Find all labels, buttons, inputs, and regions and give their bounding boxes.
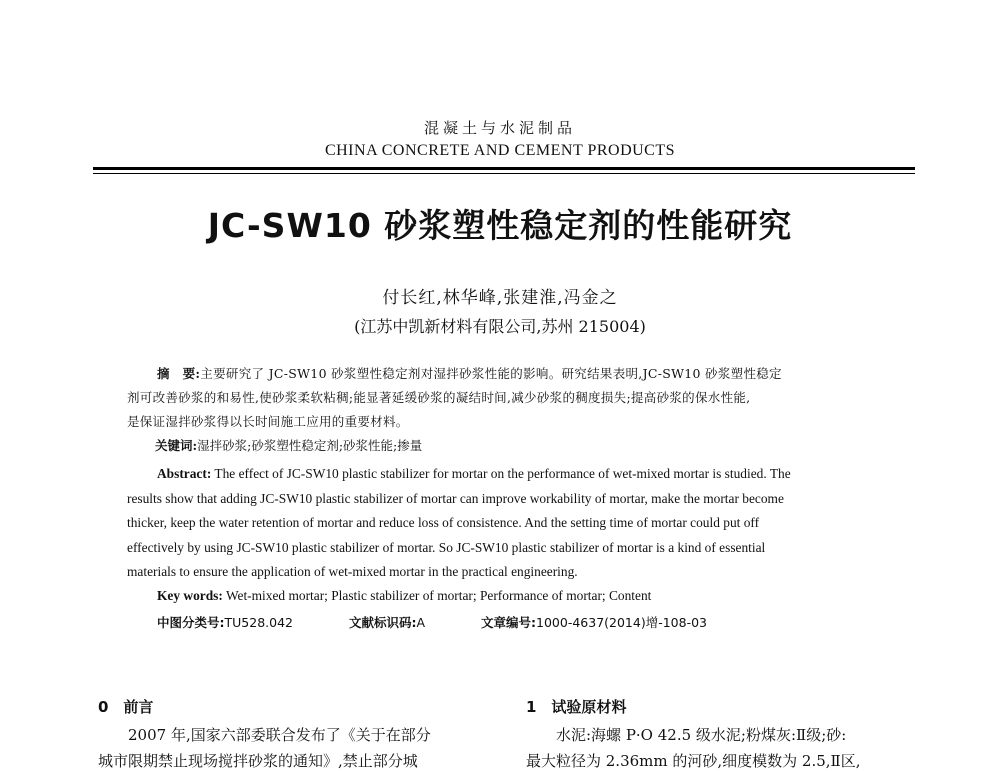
abstract-en-line: results show that adding JC-SW10 plastic stabilizer of mortar can improve workability of mortar, make the mortar become: [127, 490, 784, 506]
body-line: 最大粒径为 2.36mm 的河砂,细度模数为 2.5,Ⅱ区,: [526, 752, 861, 770]
body-line: 城市限期禁止现场搅拌砂浆的通知》,禁止部分城: [98, 752, 418, 770]
affiliation: (江苏中凯新材料有限公司,苏州 215004): [354, 317, 646, 336]
abstract-cn-line: 剂可改善砂浆的和易性,使砂浆柔软粘稠;能显著延缓砂浆的凝结时间,减少砂浆的稠度损失;提高砂浆的保水性能,: [127, 390, 751, 405]
keywords-en: [157, 588, 651, 604]
body-line: 水泥:海螺 P·O 42.5 级水泥;粉煤灰:Ⅱ级;砂:: [556, 726, 847, 744]
abstract-cn-line: 摘 要:主要研究了 JC-SW10 砂浆塑性稳定剂对湿拌砂浆性能的影响。研究结果表明,JC-SW10 砂浆塑性稳定: [157, 366, 782, 381]
abstract-cn-label: 摘 要:: [157, 366, 201, 381]
abstract-en-line: materials to ensure the application of wet-mixed mortar in the practical engineering.: [127, 564, 578, 580]
abstract-en-line: Abstract: The effect of JC-SW10 plastic stabilizer for mortar on the performance of wet-mixed mortar is studied. The: [157, 466, 791, 481]
section-body-preface: [98, 722, 493, 774]
journal-name-cn: 混凝土与水泥制品: [423, 119, 576, 137]
authors: 付长红,林华峰,张建淮,冯金之: [382, 288, 618, 308]
body-line: 2007 年,国家六部委联合发布了《关于在部分: [128, 726, 431, 744]
article-number: 文章编号:1000-4637(2014)增-108-03: [481, 615, 707, 630]
keywords-cn-label: 关键词:: [155, 438, 198, 453]
document-code: 文献标识码:A: [348, 615, 426, 630]
header-rule-thick: [93, 167, 915, 170]
abstract-en: [127, 462, 889, 585]
section-body-materials: [526, 722, 921, 774]
header-rule-thin: [93, 173, 915, 174]
clc-number: 中图分类号:TU528.042: [157, 615, 293, 630]
section-heading-materials: 1 试验原材料: [526, 698, 627, 716]
section-heading-preface: 0 前言: [98, 698, 154, 716]
abstract-en-line: effectively by using JC-SW10 plastic stabilizer of mortar. So JC-SW10 plastic stabilizer of mortar is a kind of essential: [127, 539, 766, 555]
paper-title: JC-SW10 砂浆塑性稳定剂的性能研究: [207, 206, 793, 245]
keywords-en-text: Wet-mixed mortar; Plastic stabilizer of mortar; Performance of mortar; Content: [222, 588, 652, 603]
abstract-en-label: Abstract:: [157, 466, 212, 481]
abstract-cn-line: 是保证湿拌砂浆得以长时间施工应用的重要材料。: [127, 414, 409, 429]
journal-name-en: CHINA CONCRETE AND CEMENT PRODUCTS: [324, 142, 676, 159]
keywords-en-label: Key words:: [157, 588, 223, 603]
abstract-en-line: thicker, keep the water retention of mortar and reduce loss of consistence. And the setting time of mortar could put off: [127, 515, 760, 531]
abstract-cn: [127, 362, 887, 434]
keywords-cn: [155, 436, 422, 454]
keywords-cn-text: 湿拌砂浆;砂浆塑性稳定剂;砂浆性能;掺量: [197, 438, 423, 453]
article-meta: [157, 613, 759, 631]
